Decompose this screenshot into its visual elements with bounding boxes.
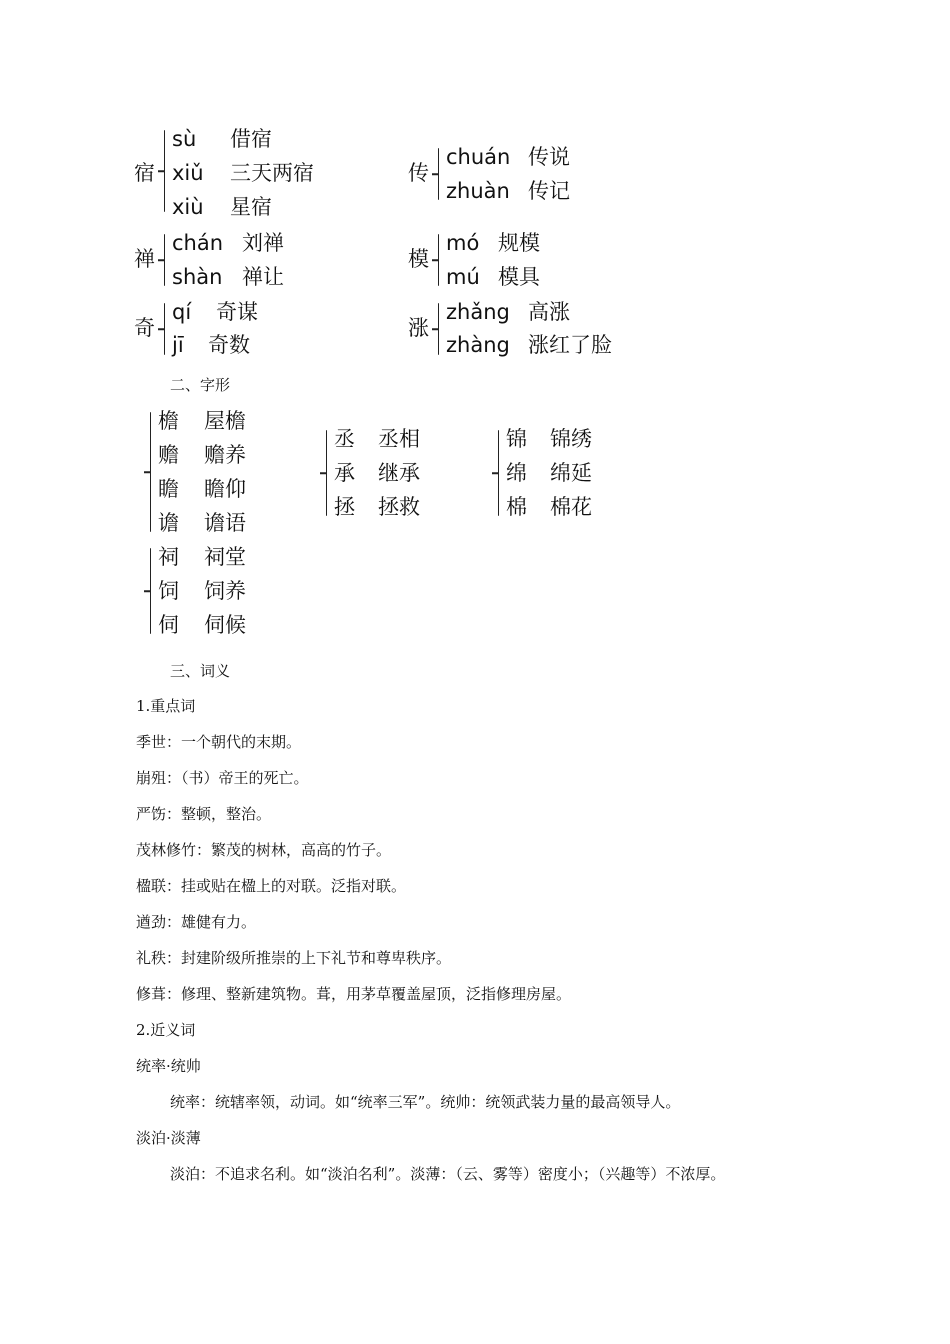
subsection-title: 1.重点词: [136, 697, 196, 715]
brace: [164, 303, 165, 355]
definition-line: 修葺：修理、整新建筑物。葺，用茅草覆盖屋顶，泛指修理房屋。: [136, 985, 572, 1003]
definition-line: 茂林修竹：繁茂的树林，高高的竹子。: [136, 841, 392, 859]
brace: [164, 130, 165, 212]
glyph-char: 棉: [506, 495, 527, 519]
pinyin: chuán: [446, 145, 511, 169]
glyph-char: 绵: [506, 461, 527, 485]
pinyin: xiǔ: [172, 161, 204, 185]
head-char: 禅: [134, 247, 155, 271]
synonym-explanation: 统率：统辖率领，动词。如“统率三军”。统帅：统领武装力量的最高领导人。: [170, 1093, 681, 1111]
brace: [164, 234, 165, 286]
example-word: 规模: [498, 231, 540, 255]
section-title: 二、字形: [170, 376, 231, 394]
example-word: 传记: [528, 179, 570, 203]
glyph-char: 锦: [506, 427, 527, 451]
glyph-char: 拯: [334, 495, 355, 519]
glyph-word: 绵延: [550, 461, 592, 485]
brace: [438, 303, 439, 355]
glyph-word: 丞相: [378, 427, 420, 451]
subsection-title: 2.近义词: [136, 1021, 196, 1039]
definition-line: 礼秩：封建阶级所推崇的上下礼节和尊卑秩序。: [136, 949, 452, 967]
head-char: 传: [408, 161, 429, 185]
head-char: 涨: [408, 316, 429, 340]
brace: [150, 548, 151, 634]
pinyin: zhuàn: [446, 179, 510, 203]
brace: [438, 148, 439, 200]
glyph-word: 祠堂: [204, 545, 246, 569]
example-word: 涨红了脸: [528, 333, 612, 357]
pinyin: mó: [446, 231, 480, 255]
brace: [150, 412, 151, 532]
synonym-pair: 统率·统帅: [136, 1057, 201, 1075]
glyph-word: 谵语: [204, 511, 246, 535]
head-char: 模: [408, 247, 429, 271]
pinyin: xiù: [172, 195, 204, 219]
glyph-word: 棉花: [550, 495, 592, 519]
pinyin: chán: [172, 231, 224, 255]
brace: [438, 234, 439, 286]
glyph-word: 屋檐: [204, 409, 246, 433]
section-title: 三、词义: [170, 662, 231, 680]
glyph-word: 继承: [378, 461, 420, 485]
brace: [498, 430, 499, 516]
glyph-char: 丞: [334, 427, 355, 451]
example-word: 星宿: [230, 195, 272, 219]
glyph-char: 饲: [158, 579, 179, 603]
glyph-char: 檐: [158, 409, 179, 433]
pinyin: qí: [172, 300, 192, 324]
glyph-char: 祠: [158, 545, 179, 569]
definition-line: 季世：一个朝代的末期。: [136, 733, 302, 751]
pinyin: zhǎng: [446, 300, 510, 324]
definition-line: 遒劲：雄健有力。: [136, 913, 257, 931]
pinyin: zhàng: [446, 333, 510, 357]
head-char: 奇: [134, 316, 155, 340]
example-word: 奇谋: [216, 300, 258, 324]
example-word: 借宿: [230, 127, 272, 151]
example-word: 奇数: [208, 333, 250, 357]
example-word: 三天两宿: [230, 161, 314, 185]
glyph-word: 拯救: [378, 495, 420, 519]
glyph-char: 赡: [158, 443, 179, 467]
glyph-word: 饲养: [204, 579, 246, 603]
glyph-char: 谵: [158, 511, 179, 535]
glyph-char: 瞻: [158, 477, 179, 501]
brace: [326, 430, 327, 516]
definition-line: 严饬：整顿，整治。: [136, 805, 272, 823]
synonym-explanation: 淡泊：不追求名利。如“淡泊名利”。淡薄：（云、雾等）密度小；（兴趣等）不浓厚。: [170, 1165, 726, 1183]
example-word: 刘禅: [242, 231, 284, 255]
glyph-word: 伺候: [204, 613, 246, 637]
example-word: 禅让: [242, 265, 284, 289]
pinyin: shàn: [172, 265, 223, 289]
example-word: 高涨: [528, 300, 570, 324]
definition-line: 楹联：挂或贴在楹上的对联。泛指对联。: [136, 877, 407, 895]
glyph-word: 赡养: [204, 443, 246, 467]
example-word: 传说: [528, 145, 570, 169]
pinyin: sù: [172, 127, 197, 151]
definition-line: 崩殂：（书）帝王的死亡。: [136, 769, 309, 787]
synonym-pair: 淡泊·淡薄: [136, 1129, 201, 1147]
example-word: 模具: [498, 265, 540, 289]
glyph-word: 瞻仰: [204, 477, 246, 501]
glyph-char: 伺: [158, 613, 179, 637]
pinyin: jī: [172, 333, 184, 357]
pinyin: mú: [446, 265, 480, 289]
glyph-word: 锦绣: [550, 427, 592, 451]
head-char: 宿: [134, 161, 155, 185]
glyph-char: 承: [334, 461, 355, 485]
